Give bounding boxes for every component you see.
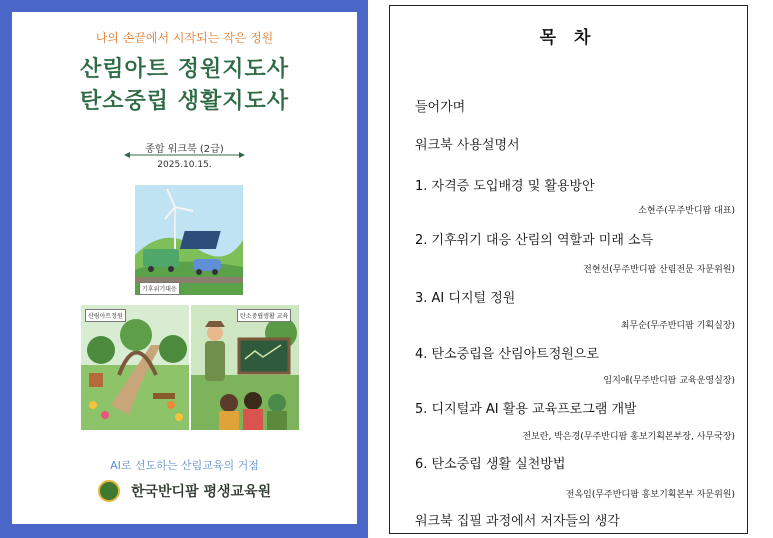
toc-item-author: 전현선(무주반디팜 산림전문 자문위원) (583, 265, 735, 275)
toc-item-title: 5. 디지털과 AI 활용 교육프로그램 개발 (415, 402, 637, 417)
education-label: 탄소중립생활 교육 (237, 309, 291, 322)
toc-item-author: 전보란, 박은경(무주반디팜 홍보기획본부장, 사무국장) (522, 432, 735, 442)
org-name: 한국반디팜 평생교육원 (130, 484, 272, 500)
cover-page (12, 12, 357, 524)
leaf-divider (122, 151, 247, 159)
toc-item-title: 3. AI 디지털 정원 (415, 291, 516, 306)
toc-intro: 들어가며 (415, 100, 466, 115)
toc-item-title: 6. 탄소중립 생활 실천방법 (415, 457, 566, 472)
education-illustration (191, 305, 299, 430)
toc-title: 목 차 (539, 28, 597, 48)
cover-subtitle: 종합 워크북 (2급) (145, 144, 224, 155)
org-logo (98, 480, 120, 502)
toc-item-title: 4. 탄소중립을 산림아트정원으로 (415, 347, 599, 362)
garden-illustration (81, 305, 189, 430)
cover-title-line1: 산림아트 정원지도사 (80, 57, 289, 82)
toc-page (389, 5, 748, 534)
garden-label: 산림아트정원 (85, 309, 126, 322)
cover-tagline: 나의 손끝에서 시작되는 작은 정원 (95, 31, 274, 45)
toc-item-author: 임지애(무주반디팜 교육운영실장) (603, 376, 735, 386)
toc-item-title: 2. 기후위기 대응 산림의 역할과 미래 소득 (415, 233, 654, 248)
cover-date: 2025.10.15. (157, 160, 212, 170)
toc-item-author: 최무순(무주반디팜 기획실장) (620, 321, 735, 331)
toc-item-title: 1. 자격증 도입배경 및 활용방안 (415, 179, 595, 194)
toc-item-author: 전옥임(무주반디팜 홍보기획본부 자문위원) (565, 490, 735, 500)
toc-item-author: 소현주(무주반디팜 대표) (638, 206, 735, 216)
toc-closing: 워크북 집필 과정에서 저자들의 생각 (415, 514, 620, 529)
cover-background (0, 0, 368, 538)
org-row (12, 480, 357, 502)
climate-label: 기후위기대응 (139, 282, 180, 295)
climate-illustration (135, 185, 243, 295)
toc-guide: 워크북 사용설명서 (415, 138, 520, 153)
cover-slogan: AI로 선도하는 산림교육의 거점 (110, 459, 259, 472)
cover-title-line2: 탄소중립 생활지도사 (80, 89, 289, 114)
